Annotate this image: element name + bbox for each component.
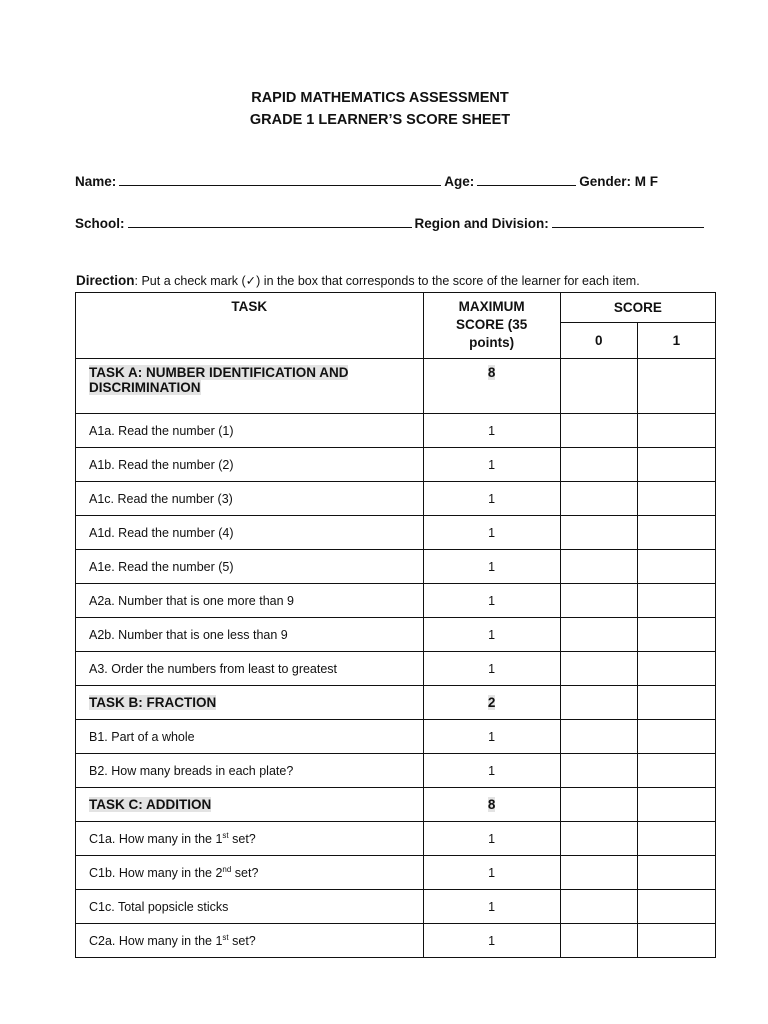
task-text: C1a. How many in the 1 [89, 832, 223, 847]
max-score-value: 8 [487, 365, 496, 380]
score-1-checkbox[interactable] [637, 924, 715, 958]
title-block [0, 87, 760, 131]
max-score-cell: 1 [423, 584, 560, 618]
task-cell: B1. Part of a whole [76, 720, 424, 754]
max-score-cell [423, 788, 560, 822]
task-cell [76, 788, 424, 822]
age-label: Age: [444, 174, 475, 189]
task-cell: A1a. Read the number (1) [76, 414, 424, 448]
school-label: School: [75, 216, 125, 231]
score-0-checkbox[interactable] [560, 550, 637, 584]
task-text-end: set? [228, 934, 256, 949]
region-division-field[interactable] [552, 214, 704, 228]
document-subtitle: GRADE 1 LEARNER’S SCORE SHEET [249, 112, 511, 128]
score-1-checkbox[interactable] [637, 618, 715, 652]
direction-text-before: : Put a check mark ( [134, 274, 246, 288]
max-score-cell: 1 [423, 448, 560, 482]
task-cell [76, 822, 424, 856]
name-label: Name: [75, 174, 117, 189]
max-score-cell: 1 [423, 924, 560, 958]
table-row [76, 822, 716, 856]
max-score-cell: 1 [423, 822, 560, 856]
school-region-line [75, 214, 707, 231]
max-score-cell: 1 [423, 754, 560, 788]
direction-text [76, 273, 640, 288]
score-0-checkbox[interactable] [560, 359, 637, 414]
ordinal-suffix: st [222, 830, 229, 840]
max-score-value: 2 [487, 695, 496, 710]
max-score-value: 8 [487, 797, 496, 812]
task-cell: B2. How many breads in each plate? [76, 754, 424, 788]
section-row-task-b [76, 686, 716, 720]
task-text: C2a. How many in the 1 [89, 934, 223, 949]
score-1-checkbox[interactable] [637, 822, 715, 856]
name-field[interactable] [119, 172, 441, 186]
score-0-checkbox[interactable] [560, 754, 637, 788]
score-1-checkbox[interactable] [637, 448, 715, 482]
task-text-end: set? [228, 832, 256, 847]
score-1-checkbox[interactable] [637, 720, 715, 754]
task-label: TASK C: ADDITION [89, 797, 212, 812]
header-max-line2: SCORE (35 [455, 317, 528, 332]
task-label-cont: DISCRIMINATION [89, 380, 201, 395]
direction-label: Direction [76, 273, 135, 288]
table-row [76, 890, 716, 924]
task-text-end: set? [231, 866, 259, 881]
score-1-checkbox[interactable] [637, 482, 715, 516]
task-cell: A1b. Read the number (2) [76, 448, 424, 482]
age-field[interactable] [477, 172, 576, 186]
table-row [76, 516, 716, 550]
score-0-checkbox[interactable] [560, 788, 637, 822]
school-field[interactable] [128, 214, 412, 228]
max-score-cell: 1 [423, 856, 560, 890]
table-row [76, 652, 716, 686]
score-0-checkbox[interactable] [560, 414, 637, 448]
task-cell [76, 856, 424, 890]
max-score-cell [423, 359, 560, 414]
score-0-checkbox[interactable] [560, 720, 637, 754]
table-row [76, 584, 716, 618]
max-score-cell: 1 [423, 720, 560, 754]
table-row [76, 856, 716, 890]
score-1-checkbox[interactable] [637, 516, 715, 550]
score-0-checkbox[interactable] [560, 448, 637, 482]
score-0-checkbox[interactable] [560, 822, 637, 856]
table-row [76, 550, 716, 584]
name-age-gender-line [75, 172, 658, 189]
table-row [76, 618, 716, 652]
header-max-line1: MAXIMUM [458, 299, 525, 314]
table-row [76, 720, 716, 754]
task-cell: A1c. Read the number (3) [76, 482, 424, 516]
task-cell: A2a. Number that is one more than 9 [76, 584, 424, 618]
task-cell: A1e. Read the number (5) [76, 550, 424, 584]
task-cell: A3. Order the numbers from least to greatest [76, 652, 424, 686]
table-row [76, 924, 716, 958]
table-row [76, 754, 716, 788]
score-1-checkbox[interactable] [637, 652, 715, 686]
section-row-task-a [76, 359, 716, 414]
max-score-cell: 1 [423, 550, 560, 584]
section-row-task-c [76, 788, 716, 822]
score-0-checkbox[interactable] [560, 924, 637, 958]
score-1-checkbox[interactable] [637, 686, 715, 720]
table-row [76, 482, 716, 516]
gender-label: Gender: M F [579, 174, 659, 189]
task-cell [76, 686, 424, 720]
score-0-checkbox[interactable] [560, 856, 637, 890]
score-table [75, 292, 716, 958]
header-task: TASK [76, 293, 424, 359]
max-score-cell: 1 [423, 618, 560, 652]
header-score: SCORE [560, 293, 715, 323]
task-cell: A2b. Number that is one less than 9 [76, 618, 424, 652]
max-score-cell: 1 [423, 414, 560, 448]
header-max-score [423, 293, 560, 359]
score-1-checkbox[interactable] [637, 414, 715, 448]
max-score-cell: 1 [423, 516, 560, 550]
score-1-checkbox[interactable] [637, 788, 715, 822]
score-1-checkbox[interactable] [637, 754, 715, 788]
max-score-cell: 1 [423, 482, 560, 516]
task-cell: A1d. Read the number (4) [76, 516, 424, 550]
header-score-1: 1 [637, 323, 715, 359]
score-0-checkbox[interactable] [560, 890, 637, 924]
score-1-checkbox[interactable] [637, 550, 715, 584]
score-0-checkbox[interactable] [560, 516, 637, 550]
header-score-0: 0 [560, 323, 637, 359]
task-text: C1b. How many in the 2 [89, 866, 223, 881]
table-row [76, 448, 716, 482]
score-0-checkbox[interactable] [560, 482, 637, 516]
header-max-line3: points) [469, 335, 515, 350]
score-0-checkbox[interactable] [560, 584, 637, 618]
task-cell: C1c. Total popsicle sticks [76, 890, 424, 924]
score-1-checkbox[interactable] [637, 856, 715, 890]
direction-text-after: ) in the box that corresponds to the score of the learner for each item. [256, 274, 640, 288]
task-label: TASK B: FRACTION [89, 695, 217, 710]
score-1-checkbox[interactable] [637, 890, 715, 924]
document-title: RAPID MATHEMATICS ASSESSMENT [251, 90, 509, 106]
ordinal-suffix: nd [222, 864, 232, 874]
max-score-cell: 1 [423, 652, 560, 686]
max-score-cell: 1 [423, 890, 560, 924]
region-division-label: Region and Division: [414, 216, 549, 231]
max-score-cell [423, 686, 560, 720]
check-mark-icon: ✓ [245, 274, 257, 288]
task-label: TASK A: NUMBER IDENTIFICATION AND [89, 365, 349, 380]
task-cell [76, 924, 424, 958]
score-1-checkbox[interactable] [637, 584, 715, 618]
score-0-checkbox[interactable] [560, 686, 637, 720]
table-row [76, 414, 716, 448]
score-0-checkbox[interactable] [560, 618, 637, 652]
score-1-checkbox[interactable] [637, 359, 715, 414]
ordinal-suffix: st [222, 932, 229, 942]
task-cell [76, 359, 424, 414]
score-0-checkbox[interactable] [560, 652, 637, 686]
